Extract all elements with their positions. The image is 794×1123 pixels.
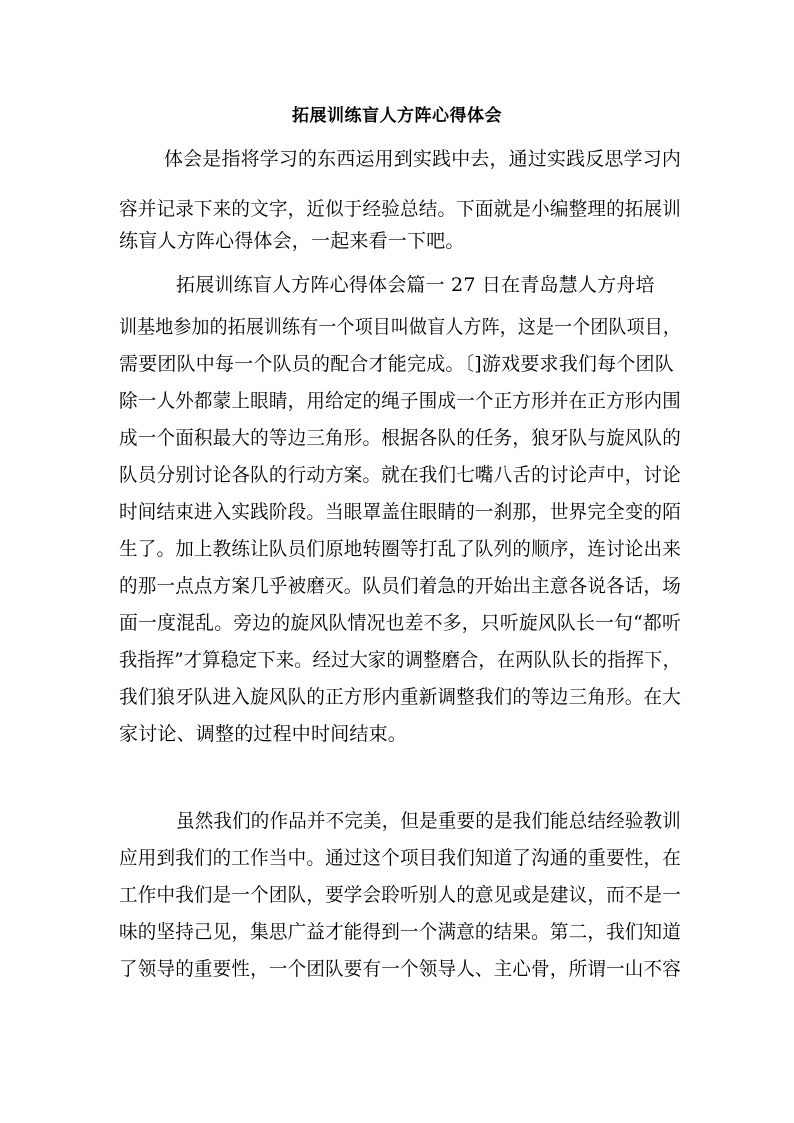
line-text: 除一人外都蒙上眼睛，用给定的绳子围成一个正方形并在正方形内围	[119, 390, 682, 412]
line-text: 工作中我们是一个团队，要学会聆听别人的意见或是建议，而不是一	[119, 884, 682, 906]
line-text: 味的坚持己见，集思广益才能得到一个满意的结果。第二，我们知道	[119, 921, 682, 943]
line-text: 体会是指将学习的东西运用到实践中去，通过实践反思学习内	[164, 148, 682, 170]
line-text: 时间结束进入实践阶段。当眼罩盖住眼睛的一刹那，世界完全变的陌	[119, 501, 682, 523]
line-text: 生了。加上教练让队员们原地转圈等打乱了队列的顺序，连讨论出来	[119, 538, 682, 560]
line-text: 我指挥”才算稳定下来。经过大家的调整磨合，在两队队长的指挥下，	[119, 649, 682, 671]
line-text: 虽然我们的作品并不完美，但是重要的是我们能总结经验教训	[176, 810, 681, 832]
line-text: 应用到我们的工作当中。通过这个项目我们知道了沟通的重要性，在	[119, 847, 682, 869]
line-text: 的那一点点方案几乎被磨灭。队员们着急的开始出主意各说各话，场	[119, 575, 682, 597]
line-text: 训基地参加的拓展训练有一个项目叫做盲人方阵，这是一个团队项目，	[119, 316, 681, 338]
line-text: 面一度混乱。旁边的旋风队情况也差不多，只听旋风队长一句“都听	[119, 612, 682, 634]
line-text: 练盲人方阵心得体会，一起来看一下吧。	[119, 230, 465, 252]
line-text: 拓展训练盲人方阵心得体会篇一 27 日在青岛慧人方舟培	[176, 274, 655, 296]
line-text: 了领导的重要性，一个团队要有一个领导人、主心骨，所谓一山不容	[119, 958, 682, 980]
line-text: 成一个面积最大的等边三角形。根据各队的任务，狼牙队与旋风队的	[119, 427, 682, 449]
document-title: 拓展训练盲人方阵心得体会	[292, 106, 502, 126]
line-text: 我们狼牙队进入旋风队的正方形内重新调整我们的等边三角形。在大	[119, 686, 682, 708]
line-text: 容并记录下来的文字，近似于经验总结。下面就是小编整理的拓展训	[119, 198, 682, 220]
line-text: 家讨论、调整的过程中时间结束。	[119, 723, 408, 745]
line-text: 队员分别讨论各队的行动方案。就在我们七嘴八舌的讨论声中，讨论	[119, 464, 682, 486]
line-text: 需要团队中每一个队员的配合才能完成。〔]游戏要求我们每个团队	[119, 353, 674, 375]
